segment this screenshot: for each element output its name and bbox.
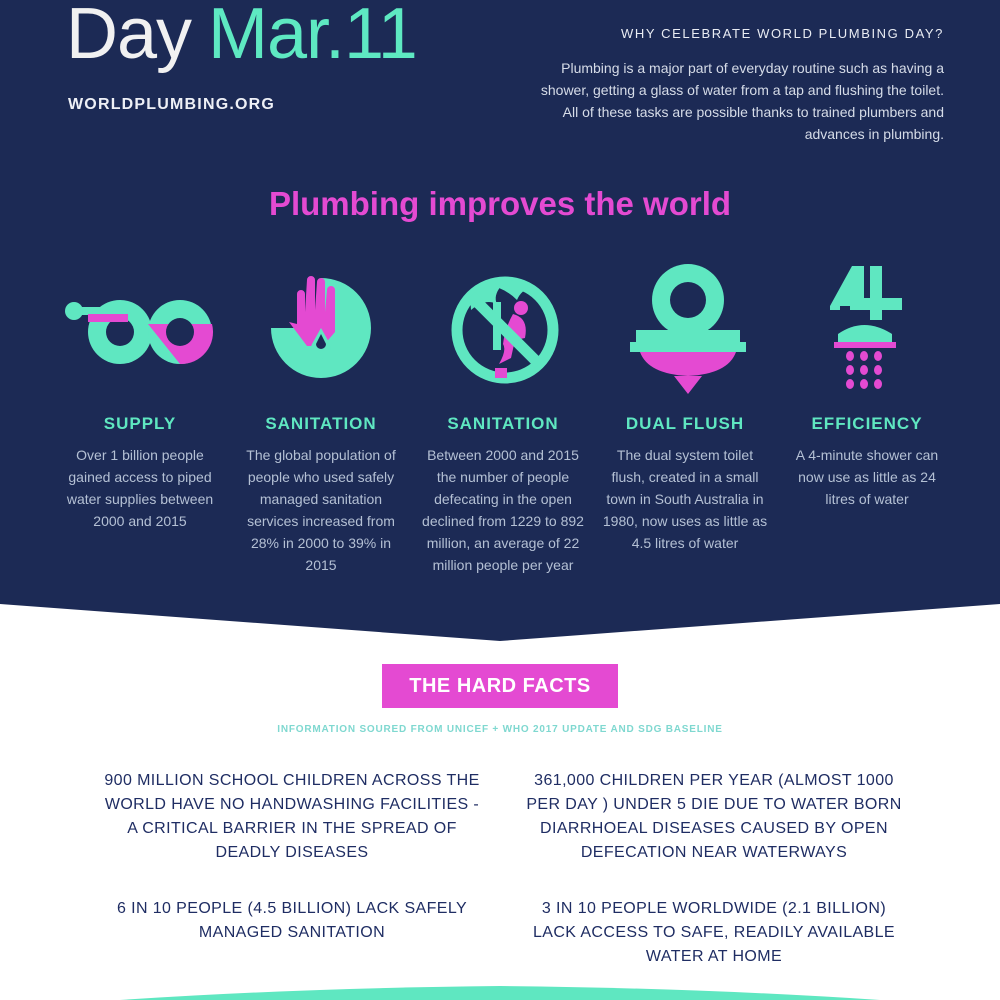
shower-icon: [824, 262, 906, 394]
column-title: SANITATION: [265, 414, 377, 433]
day-word: Day: [66, 0, 192, 74]
hand-drop-icon: [263, 270, 379, 386]
supply-pipe-icon: [60, 284, 220, 384]
column-text: The global population of people who used safely managed sanitation services increased from 28% in 2000 to 39% in 2015: [246, 447, 396, 573]
why-title: WHY CELEBRATE WORLD PLUMBING DAY?: [621, 26, 944, 41]
why-body: Plumbing is a major part of everyday routine such as having a shower, getting a glass of water from a tap and flushing the toilet. All of these tasks are possible thanks to trained plumbers and advances in plumbing.: [540, 60, 944, 142]
facts-source-note: INFORMATION SOURED FROM UNICEF + WHO 2017 UPDATE AND SDG BASELINE: [277, 724, 723, 735]
hard-facts-label: THE HARD FACTS: [409, 675, 591, 697]
fact-child-deaths: 361,000 CHILDREN PER YEAR (ALMOST 1000 PER DAY ) UNDER 5 DIE DUE TO WATER BORN DIARRHOEAL DISEASES CAUSED BY OPEN DEFECATION NEAR WATERWAYS: [526, 772, 902, 861]
toilet-icon: [630, 262, 746, 400]
column-title: EFFICIENCY: [811, 414, 923, 433]
fact-water-access: 3 IN 10 PEOPLE WORLDWIDE (2.1 BILLION) LACK ACCESS TO SAFE, READILY AVAILABLE WATER AT HOME: [532, 900, 896, 965]
stat-column-supply: [55, 410, 225, 532]
stat-column-dual-flush: [600, 410, 770, 554]
date-word: Mar.11: [208, 0, 417, 74]
column-text: The dual system toilet flush, created in a small town in South Australia in 1980, now uses as little as 4.5 litres of water: [602, 447, 768, 551]
fact-handwashing: 900 MILLION SCHOOL CHILDREN ACROSS THE WORLD HAVE NO HANDWASHING FACILITIES - A CRITICAL BARRIER IN THE SPREAD OF DEADLY DISEASES: [104, 772, 480, 861]
section-title: Plumbing improves the world: [268, 185, 732, 222]
site-url-link[interactable]: WORLDPLUMBING.ORG: [68, 96, 276, 113]
fact-sanitation-lack: 6 IN 10 PEOPLE (4.5 BILLION) LACK SAFELY MANAGED SANITATION: [116, 900, 468, 941]
stat-column-efficiency: [782, 410, 952, 510]
stat-column-open-defecation: [418, 410, 588, 576]
bottom-wave: [0, 980, 1000, 1000]
stat-column-sanitation-services: [236, 410, 406, 576]
column-text: Over 1 billion people gained access to piped water supplies between 2000 and 2015: [66, 447, 214, 529]
column-text: A 4-minute shower can now use as little as 24 litres of water: [795, 447, 939, 507]
column-text: Between 2000 and 2015 the number of people defecating in the open declined from 1229 to 892 million, an average of 22 million people per year: [422, 447, 584, 573]
no-open-defecation-icon: [441, 270, 571, 388]
column-title: SUPPLY: [103, 414, 177, 433]
column-title: DUAL FLUSH: [625, 414, 745, 433]
column-title: SANITATION: [447, 414, 559, 433]
hard-facts-badge: [382, 664, 618, 708]
